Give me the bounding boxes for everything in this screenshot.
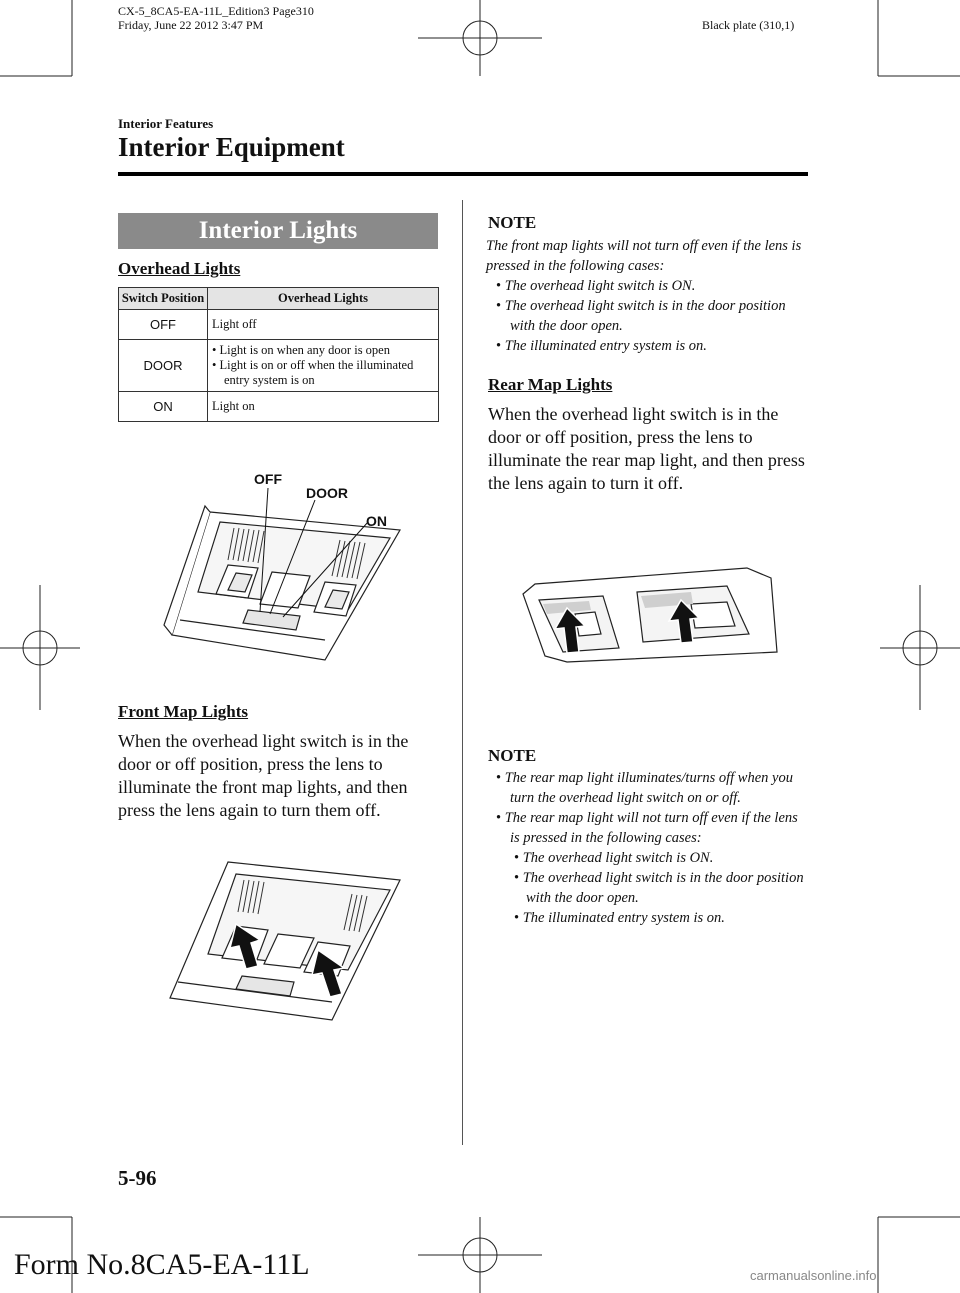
front-map-lights-body: When the overhead light switch is in the door or off position, press the lens to illuminate the front map lights, and then press the lens again to turn them off. <box>118 731 409 820</box>
interior-lights-banner: Interior Lights <box>118 213 438 249</box>
row-description: Light off <box>208 310 439 340</box>
list-item: • The overhead light switch is in the door position with the door open. <box>496 298 786 334</box>
switch-position-door: DOOR <box>119 340 208 392</box>
switch-position-on: ON <box>119 392 208 422</box>
table-header-switch-position: Switch Position <box>119 288 208 310</box>
list-item: • Light is on or off when the illuminated entry system is on <box>212 358 414 387</box>
list-item: • The rear map light illuminates/turns off when you turn the overhead light switch on or off. <box>496 770 793 806</box>
note1-body <box>486 236 811 356</box>
overhead-lights-heading: Overhead Lights <box>118 259 241 278</box>
row-description <box>208 340 439 392</box>
label-door: DOOR <box>306 485 348 501</box>
section-label: Interior Features <box>118 116 214 131</box>
list-item: • The overhead light switch is in the door position with the door open. <box>514 870 804 906</box>
rear-map-lights-heading: Rear Map Lights <box>488 375 613 394</box>
list-item: • The rear map light will not turn off even if the lens is pressed in the following cases: <box>496 810 798 846</box>
list-item: • Light is on when any door is open <box>212 343 390 357</box>
front-map-lights-heading: Front Map Lights <box>118 702 249 721</box>
table-row <box>119 392 439 422</box>
label-off: OFF <box>254 471 282 487</box>
note1-intro: The front map lights will not turn off even if the lens is pressed in the following cases: <box>486 238 802 274</box>
page-title: Interior Equipment <box>118 132 345 162</box>
table-header-overhead-lights: Overhead Lights <box>208 288 439 310</box>
slug-plate: Black plate (310,1) <box>702 18 795 32</box>
slug-file: CX-5_8CA5-EA-11L_Edition3 Page310 <box>118 4 314 18</box>
page-number: 5-96 <box>118 1166 157 1190</box>
list-item: • The illuminated entry system is on. <box>514 910 725 926</box>
overhead-console-illustration <box>150 460 430 670</box>
table-header-row <box>119 288 439 310</box>
list-item: • The overhead light switch is ON. <box>514 850 714 866</box>
table-row <box>119 340 439 392</box>
table-row <box>119 310 439 340</box>
row-description: Light on <box>208 392 439 422</box>
note1-heading: NOTE <box>488 213 537 232</box>
list-item: • The illuminated entry system is on. <box>496 338 707 354</box>
column-divider <box>462 200 463 1145</box>
rear-map-lights-illustration <box>515 560 785 670</box>
note2-heading: NOTE <box>488 746 537 765</box>
switch-position-table <box>118 287 439 422</box>
front-map-lights-illustration <box>150 850 430 1030</box>
list-item: • The overhead light switch is ON. <box>496 278 696 294</box>
rear-map-lights-body: When the overhead light switch is in the door or off position, press the lens to illuminate the rear map light, and then press the lens again to turn it off. <box>488 404 805 493</box>
switch-position-off: OFF <box>119 310 208 340</box>
label-on: ON <box>366 513 387 529</box>
note2-body <box>486 768 811 928</box>
form-number: Form No.8CA5-EA-11L <box>14 1248 310 1281</box>
slug-datetime: Friday, June 22 2012 3:47 PM <box>118 18 264 32</box>
heading-rule <box>118 172 808 176</box>
watermark: carmanualsonline.info <box>750 1268 877 1283</box>
